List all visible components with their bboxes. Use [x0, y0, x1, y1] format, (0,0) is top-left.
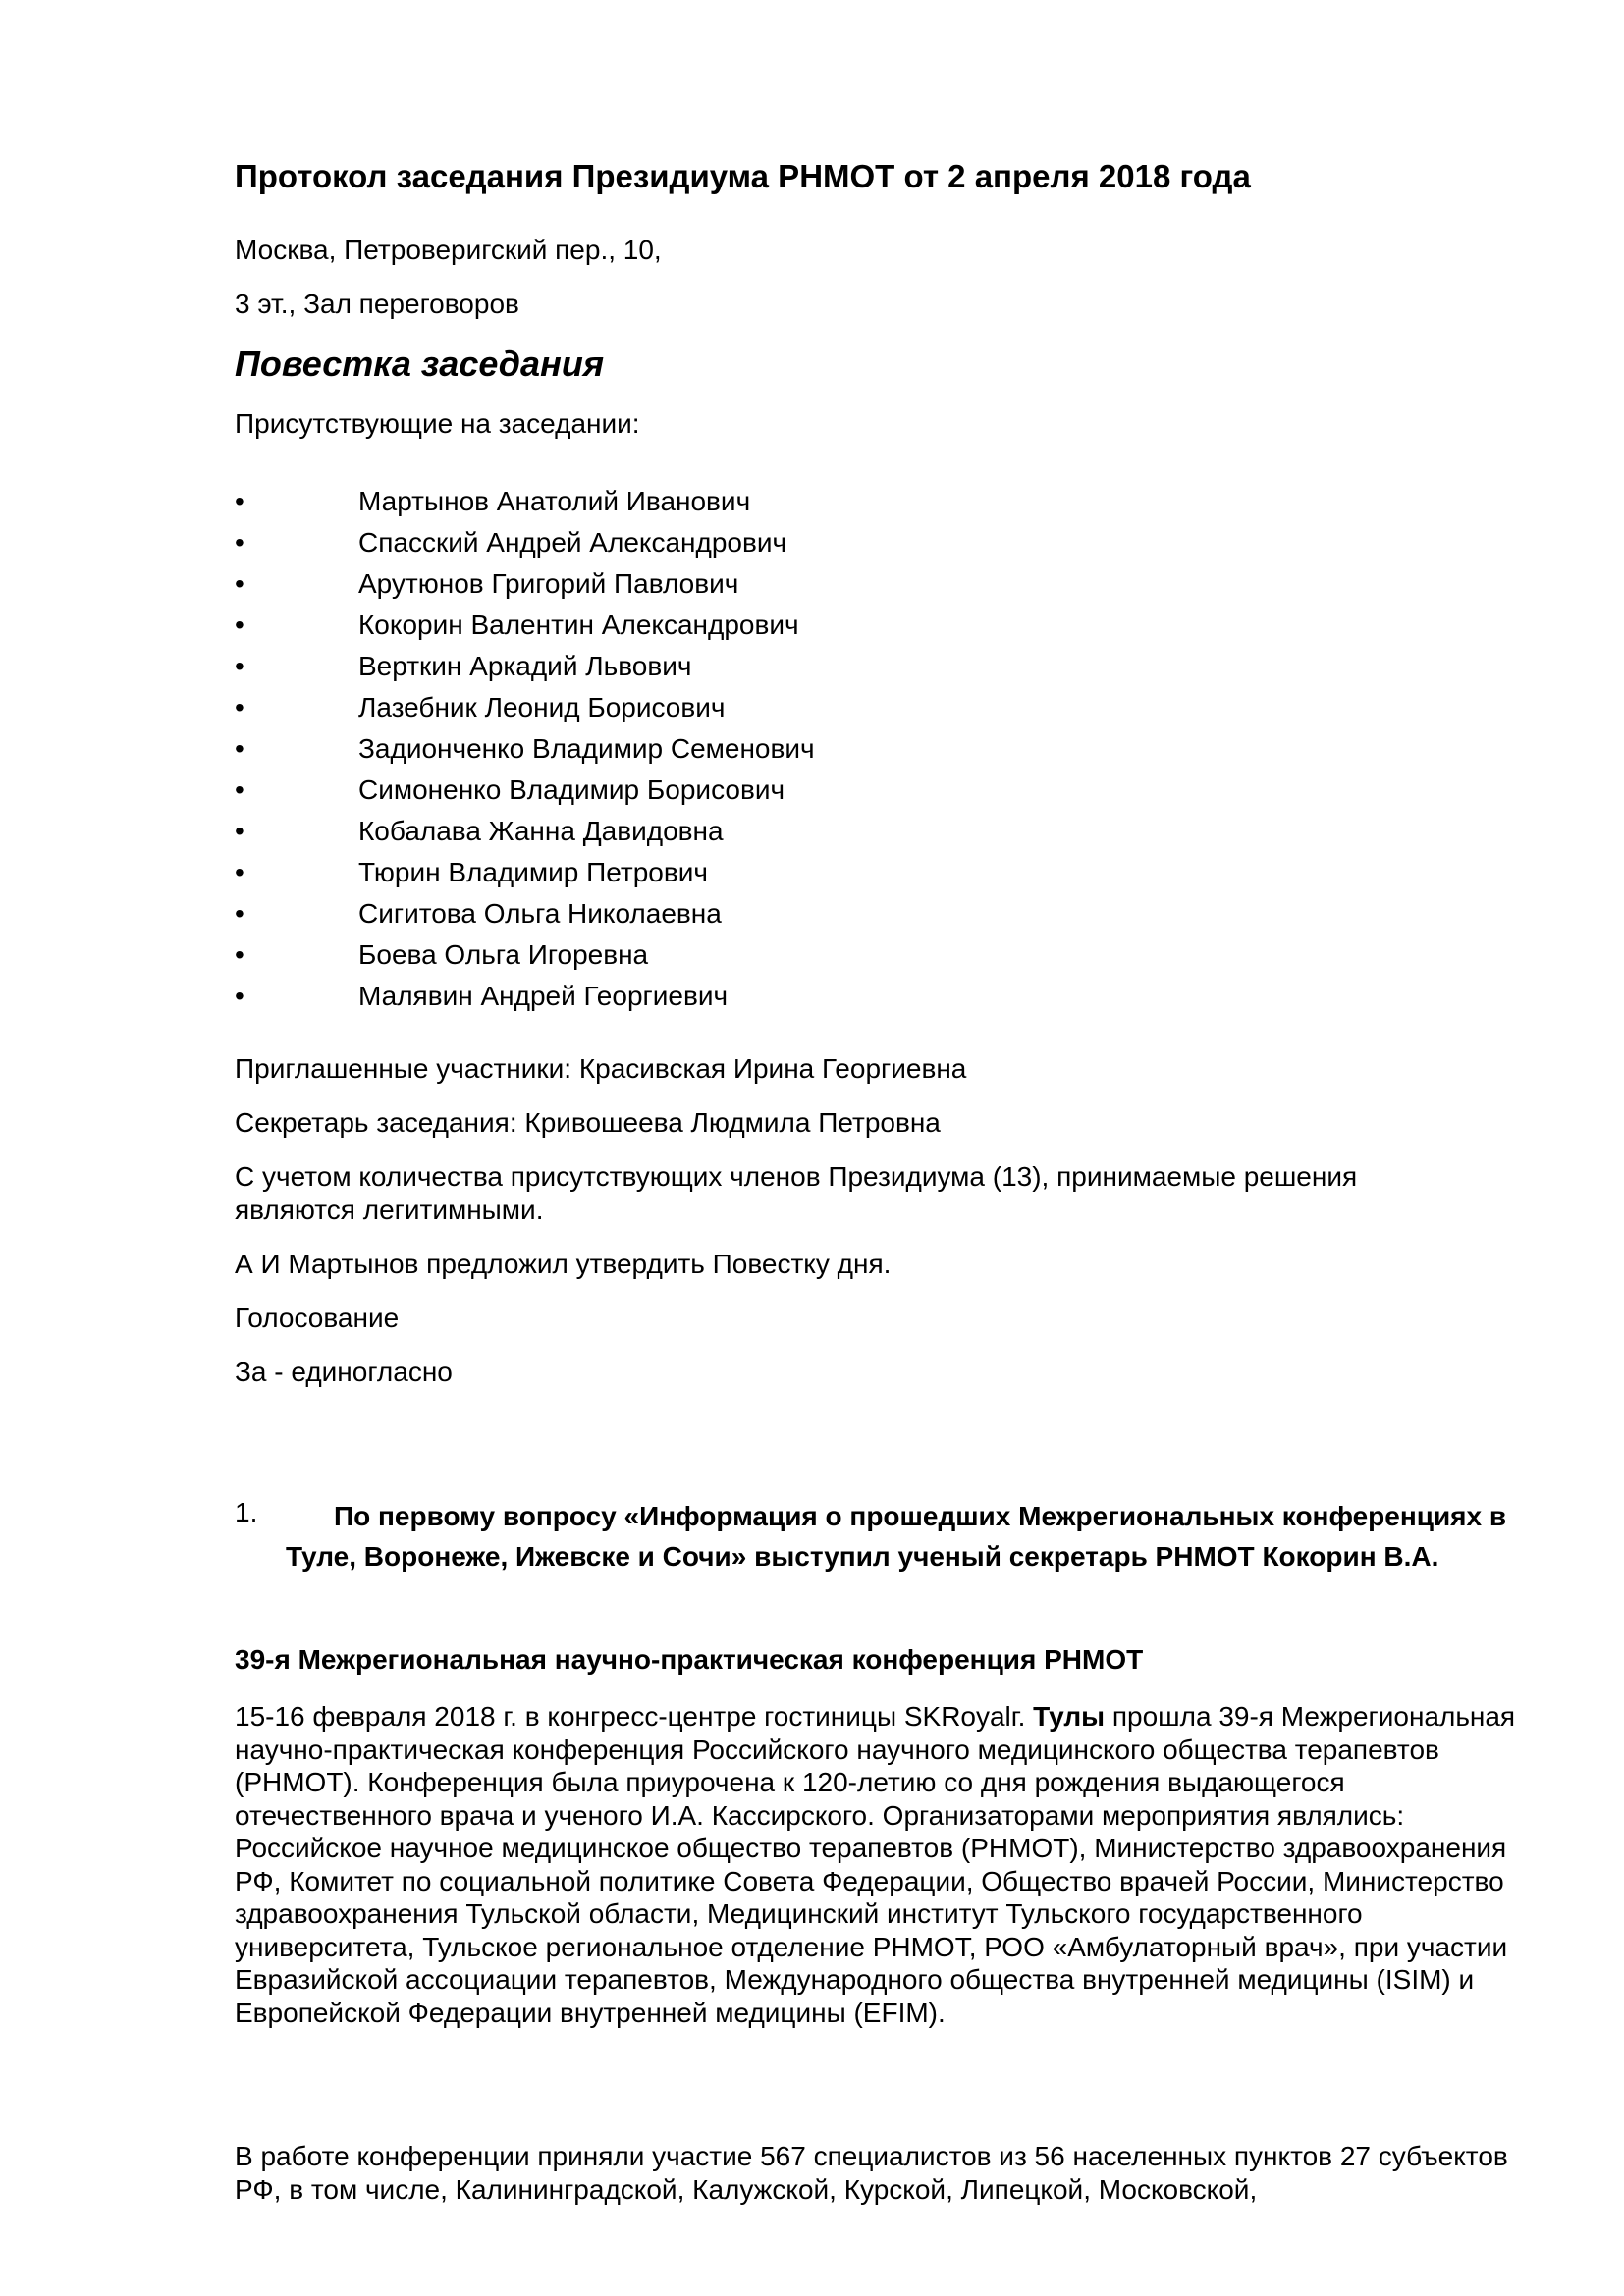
- conference-paragraph-1: [235, 1700, 1531, 2029]
- attendee-name: Сигитова Ольга Николаевна: [358, 898, 722, 929]
- bullet-icon: •: [235, 527, 244, 558]
- attendee-name: Арутюнов Григорий Павлович: [358, 568, 739, 599]
- address-line-1: Москва, Петроверигский пер., 10,: [235, 235, 662, 265]
- quorum-line-1: С учетом количества присутствующих членов Президиума (13), принимаемые решения: [235, 1161, 1358, 1192]
- bullet-icon: •: [235, 939, 244, 970]
- bullet-icon: •: [235, 898, 244, 929]
- question-1-number: 1.: [235, 1497, 258, 1527]
- address-line-2: 3 эт., Зал переговоров: [235, 289, 519, 319]
- bullet-icon: •: [235, 981, 244, 1011]
- quorum-line-2: являются легитимными.: [235, 1195, 544, 1225]
- bullet-icon: •: [235, 568, 244, 599]
- bullet-icon: •: [235, 857, 244, 887]
- bullet-icon: •: [235, 733, 244, 764]
- attendee-name: Верткин Аркадий Львович: [358, 651, 692, 681]
- conference-paragraph-2: В работе конференции приняли участие 567 специалистов из 56 населенных пунктов 27 субъектов РФ, в том числе, Калининградской, Калужской, Курской, Липецкой, Московской,: [235, 2141, 1508, 2205]
- voting-label: Голосование: [235, 1303, 400, 1333]
- bullet-icon: •: [235, 692, 244, 722]
- attendee-name: Боева Ольга Игоревна: [358, 939, 649, 970]
- meeting-secretary: Секретарь заседания: Кривошеева Людмила Петровна: [235, 1107, 941, 1138]
- para-1-text-start: 15-16 февраля 2018 г. в конгресс-центре гостиницы SKRoyalг.: [235, 1701, 1034, 1732]
- document-title: Протокол заседания Президиума РНМОТ от 2 апреля 2018 года: [235, 158, 1251, 194]
- question-1-text: По первому вопросу «Информация о прошедших Межрегиональных конференциях в Туле, Воронеже, Ижевске и Сочи» выступил ученый секретарь РНМОТ Кокорин В.А.: [286, 1501, 1507, 1572]
- bullet-icon: •: [235, 774, 244, 805]
- bullet-icon: •: [235, 486, 244, 516]
- para-1-text-rest: прошла 39-я Межрегиональная научно-практическая конференция Российского научного медицинского общества терапевтов (РНМОТ). Конференция была приурочена к 120-летию со дня рождения выдающегося отечественного врача и ученого И.А. Кассирского. Организаторами мероприятия являлись: Российское научное медицинское общество терапевтов (РНМОТ), Министерство здравоохранения РФ, Комитет по социальной политике Совета Федерации, Общество врачей России, Министерство здравоохранения Тульской области, Медицинский институт Тульского государственного университета, Тульское региональное отделение РНМОТ, РОО «Амбулаторный врач», при участии Евразийской ассоциации терапевтов, Международного общества внутренней медицины (ISIM) и Европейской Федерации внутренней медицины (EFIM).: [235, 1701, 1516, 2028]
- attendee-name: Малявин Андрей Георгиевич: [358, 981, 729, 1011]
- attendee-name: Мартынов Анатолий Иванович: [358, 486, 751, 516]
- bullet-icon: •: [235, 816, 244, 846]
- attendee-name: Кокорин Валентин Александрович: [358, 610, 799, 640]
- voting-result: За - единогласно: [235, 1357, 453, 1387]
- attendee-name: Кобалава Жанна Давидовна: [358, 816, 724, 846]
- bullet-icon: •: [235, 651, 244, 681]
- attendee-name: Спасский Андрей Александрович: [358, 527, 787, 558]
- attendee-name: Симоненко Владимир Борисович: [358, 774, 785, 805]
- invited-participants: Приглашенные участники: Красивская Ирина Георгиевна: [235, 1053, 967, 1084]
- attendee-name: Задионченко Владимир Семенович: [358, 733, 815, 764]
- conference-heading: 39-я Межрегиональная научно-практическая конференция РНМОТ: [235, 1644, 1144, 1675]
- agenda-proposal: А И Мартынов предложил утвердить Повестку дня.: [235, 1249, 892, 1279]
- attendee-name: Лазебник Леонид Борисович: [358, 692, 726, 722]
- attendees-label: Присутствующие на заседании:: [235, 408, 640, 439]
- city-tula: Тулы: [1033, 1701, 1106, 1732]
- bullet-icon: •: [235, 610, 244, 640]
- attendee-name: Тюрин Владимир Петрович: [358, 857, 708, 887]
- agenda-heading: Повестка заседания: [235, 344, 605, 384]
